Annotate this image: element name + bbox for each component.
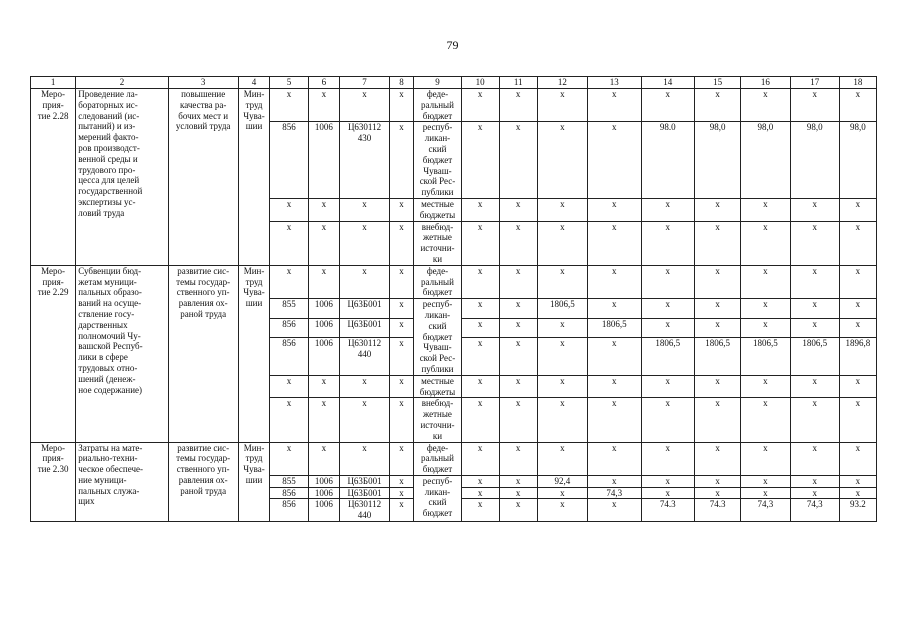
value-cell: x	[839, 475, 876, 487]
value-cell: 856	[270, 487, 308, 499]
executor-cell: Мин- труд Чува- шии	[238, 265, 270, 442]
column-number-cell: 5	[270, 77, 308, 89]
value-cell: x	[461, 265, 499, 298]
value-cell: 98,0	[694, 122, 740, 199]
value-cell: x	[741, 221, 790, 265]
value-cell: x	[694, 221, 740, 265]
source-cell: внебюд- жетные источни- ки	[414, 398, 461, 442]
value-cell: x	[308, 442, 340, 475]
value-cell: x	[641, 375, 694, 398]
source-cell: феде- ральный бюджет	[414, 442, 461, 475]
value-cell: x	[499, 338, 537, 375]
value-cell: 98,0	[741, 122, 790, 199]
column-number-cell: 7	[340, 77, 389, 89]
value-cell: 856	[270, 338, 308, 375]
column-number-cell: 12	[537, 77, 587, 89]
value-cell: x	[588, 338, 641, 375]
value-cell: x	[270, 198, 308, 221]
value-cell: x	[499, 442, 537, 475]
value-cell: x	[694, 398, 740, 442]
value-cell: x	[499, 475, 537, 487]
value-cell: x	[499, 299, 537, 319]
source-cell: респуб- ликан- ский бюджет Чуваш- ской Рес- публики	[414, 299, 461, 376]
column-number-cell: 4	[238, 77, 270, 89]
value-cell: x	[839, 487, 876, 499]
column-number-cell: 16	[741, 77, 790, 89]
value-cell: x	[694, 375, 740, 398]
measure-goal-cell: развитие сис- темы государ- ственного уп- равления ох- раной труда	[168, 265, 238, 442]
value-cell: x	[741, 442, 790, 475]
value-cell: x	[790, 221, 839, 265]
value-cell: x	[790, 442, 839, 475]
column-number-cell: 17	[790, 77, 839, 89]
value-cell: x	[389, 299, 414, 319]
value-cell: x	[461, 198, 499, 221]
value-cell: 93.2	[839, 499, 876, 522]
value-cell: x	[461, 299, 499, 319]
value-cell: 855	[270, 475, 308, 487]
value-cell: x	[641, 318, 694, 338]
value-cell: x	[461, 122, 499, 199]
column-number-cell: 6	[308, 77, 340, 89]
value-cell: x	[389, 221, 414, 265]
value-cell: x	[499, 265, 537, 298]
value-cell: x	[588, 398, 641, 442]
value-cell: x	[389, 475, 414, 487]
value-cell: x	[588, 221, 641, 265]
value-cell: x	[461, 89, 499, 122]
value-cell: x	[340, 442, 389, 475]
column-number-cell: 13	[588, 77, 641, 89]
value-cell: x	[741, 375, 790, 398]
value-cell: x	[790, 398, 839, 442]
value-cell: x	[588, 198, 641, 221]
value-cell: x	[588, 89, 641, 122]
value-cell: x	[308, 398, 340, 442]
value-cell: x	[790, 475, 839, 487]
value-cell: x	[461, 375, 499, 398]
value-cell: x	[641, 221, 694, 265]
column-number-cell: 2	[76, 77, 169, 89]
value-cell: x	[308, 221, 340, 265]
value-cell: x	[461, 398, 499, 442]
value-cell: x	[694, 318, 740, 338]
value-cell: 1806,5	[694, 338, 740, 375]
value-cell: x	[308, 198, 340, 221]
value-cell: x	[741, 398, 790, 442]
value-cell: x	[537, 89, 587, 122]
value-cell: x	[839, 398, 876, 442]
measure-name-cell: Затраты на мате- риально-техни- ческое обеспече- ние муници- пальных служа- щих	[76, 442, 169, 522]
value-cell: x	[537, 122, 587, 199]
source-cell: феде- ральный бюджет	[414, 265, 461, 298]
value-cell: x	[790, 89, 839, 122]
value-cell: x	[389, 338, 414, 375]
value-cell: x	[270, 442, 308, 475]
value-cell: x	[340, 375, 389, 398]
source-cell: респуб- ликан- ский бюджет	[414, 475, 461, 521]
value-cell: x	[641, 89, 694, 122]
value-cell: 1006	[308, 318, 340, 338]
value-cell: x	[461, 318, 499, 338]
value-cell: x	[694, 89, 740, 122]
value-cell: Ц630112 430	[340, 122, 389, 199]
value-cell: x	[839, 221, 876, 265]
value-cell: x	[694, 487, 740, 499]
value-cell: x	[537, 318, 587, 338]
column-number-cell: 8	[389, 77, 414, 89]
value-cell: x	[389, 398, 414, 442]
value-cell: x	[270, 265, 308, 298]
value-cell: x	[790, 265, 839, 298]
value-cell: x	[340, 265, 389, 298]
value-cell: 856	[270, 499, 308, 522]
value-cell: x	[790, 487, 839, 499]
value-cell: x	[741, 89, 790, 122]
value-cell: x	[790, 375, 839, 398]
value-cell: x	[694, 299, 740, 319]
value-cell: 74,3	[588, 487, 641, 499]
executor-cell: Мин- труд Чува- шии	[238, 442, 270, 522]
value-cell: 74.3	[641, 499, 694, 522]
value-cell: x	[839, 375, 876, 398]
column-number-cell: 18	[839, 77, 876, 89]
value-cell: x	[499, 122, 537, 199]
column-number-cell: 9	[414, 77, 461, 89]
value-cell: x	[340, 221, 389, 265]
column-number-cell: 15	[694, 77, 740, 89]
column-number-cell: 3	[168, 77, 238, 89]
value-cell: 1806,5	[741, 338, 790, 375]
value-cell: x	[389, 122, 414, 199]
value-cell: x	[839, 318, 876, 338]
value-cell: x	[389, 442, 414, 475]
value-cell: 1806,5	[641, 338, 694, 375]
value-cell: 1006	[308, 338, 340, 375]
value-cell: x	[741, 318, 790, 338]
value-cell: x	[340, 89, 389, 122]
value-cell: x	[641, 442, 694, 475]
value-cell: x	[537, 442, 587, 475]
value-cell: x	[588, 442, 641, 475]
measure-number-cell: Меро- прия- тие 2.28	[31, 89, 76, 266]
source-cell: внебюд- жетные источни- ки	[414, 221, 461, 265]
budget-table	[30, 76, 877, 522]
value-cell: x	[694, 442, 740, 475]
value-cell: x	[641, 265, 694, 298]
value-cell: x	[270, 375, 308, 398]
value-cell: x	[537, 338, 587, 375]
value-cell: 74,3	[790, 499, 839, 522]
value-cell: x	[741, 265, 790, 298]
value-cell: x	[839, 299, 876, 319]
value-cell: x	[499, 398, 537, 442]
column-number-cell: 11	[499, 77, 537, 89]
value-cell: x	[641, 487, 694, 499]
value-cell: 1806,5	[790, 338, 839, 375]
value-cell: 74.3	[694, 499, 740, 522]
value-cell: 92,4	[537, 475, 587, 487]
value-cell: 1006	[308, 487, 340, 499]
measure-name-cell: Субвенции бюд- жетам муници- пальных образо- ваний на осуще- ствление госу- дарственных полномочий Чу- вашской Респуб- лики в сфере трудовых отно- шений (денеж- ное содержание)	[76, 265, 169, 442]
value-cell: x	[839, 89, 876, 122]
value-cell: x	[389, 198, 414, 221]
value-cell: x	[741, 487, 790, 499]
value-cell: x	[499, 318, 537, 338]
source-cell: феде- ральный бюджет	[414, 89, 461, 122]
value-cell: Ц630112 440	[340, 338, 389, 375]
value-cell: x	[537, 265, 587, 298]
value-cell: x	[694, 475, 740, 487]
value-cell: x	[537, 499, 587, 522]
source-cell: местные бюджеты	[414, 198, 461, 221]
value-cell: x	[641, 475, 694, 487]
column-number-cell: 14	[641, 77, 694, 89]
value-cell: x	[308, 265, 340, 298]
value-cell: x	[537, 221, 587, 265]
value-cell: 74,3	[741, 499, 790, 522]
value-cell: 855	[270, 299, 308, 319]
table-row	[31, 77, 877, 89]
value-cell: x	[340, 198, 389, 221]
value-cell: x	[308, 375, 340, 398]
value-cell: x	[461, 487, 499, 499]
value-cell: 1806,5	[588, 318, 641, 338]
value-cell: x	[588, 375, 641, 398]
value-cell: x	[308, 89, 340, 122]
measure-goal-cell: повышение качества ра- бочих мест и условий труда	[168, 89, 238, 266]
value-cell: 856	[270, 318, 308, 338]
value-cell: 1806,5	[537, 299, 587, 319]
value-cell: x	[537, 375, 587, 398]
measure-number-cell: Меро- прия- тие 2.30	[31, 442, 76, 522]
table-row	[31, 265, 877, 298]
value-cell: x	[839, 442, 876, 475]
value-cell: x	[270, 89, 308, 122]
value-cell: Ц63Б001	[340, 318, 389, 338]
value-cell: x	[499, 89, 537, 122]
value-cell: 1006	[308, 122, 340, 199]
value-cell: x	[499, 487, 537, 499]
value-cell: Ц63Б001	[340, 475, 389, 487]
value-cell: x	[389, 487, 414, 499]
value-cell: x	[461, 338, 499, 375]
value-cell: 1006	[308, 499, 340, 522]
value-cell: x	[588, 299, 641, 319]
value-cell: x	[499, 375, 537, 398]
value-cell: x	[389, 318, 414, 338]
value-cell: x	[839, 265, 876, 298]
value-cell: x	[741, 475, 790, 487]
value-cell: x	[537, 487, 587, 499]
source-cell: местные бюджеты	[414, 375, 461, 398]
value-cell: x	[389, 499, 414, 522]
value-cell: x	[839, 198, 876, 221]
value-cell: x	[588, 499, 641, 522]
value-cell: 98,0	[839, 122, 876, 199]
value-cell: x	[340, 398, 389, 442]
value-cell: x	[537, 398, 587, 442]
value-cell: x	[461, 442, 499, 475]
column-number-cell: 1	[31, 77, 76, 89]
value-cell: x	[790, 318, 839, 338]
value-cell: x	[694, 265, 740, 298]
value-cell: x	[641, 398, 694, 442]
measure-number-cell: Меро- прия- тие 2.29	[31, 265, 76, 442]
value-cell: x	[790, 299, 839, 319]
value-cell: 98.0	[641, 122, 694, 199]
source-cell: респуб- ликан- ский бюджет Чуваш- ской Рес- публики	[414, 122, 461, 199]
value-cell: x	[588, 265, 641, 298]
value-cell: x	[588, 122, 641, 199]
value-cell: x	[389, 375, 414, 398]
value-cell: Ц63Б001	[340, 299, 389, 319]
value-cell: 856	[270, 122, 308, 199]
measure-goal-cell: развитие сис- темы государ- ственного уп- равления ох- раной труда	[168, 442, 238, 522]
value-cell: x	[790, 198, 839, 221]
value-cell: x	[641, 299, 694, 319]
value-cell: x	[741, 198, 790, 221]
measure-name-cell: Проведение ла- бораторных ис- следований (ис- пытаний) и из- мерений факто- ров производст- венной среды и трудового про- цесса для целей государственной экспертизы ус- ловий труда	[76, 89, 169, 266]
value-cell: Ц630112 440	[340, 499, 389, 522]
table-row	[31, 89, 877, 122]
value-cell: x	[499, 198, 537, 221]
value-cell: x	[741, 299, 790, 319]
value-cell: x	[537, 198, 587, 221]
value-cell: Ц63Б001	[340, 487, 389, 499]
value-cell: x	[641, 198, 694, 221]
column-number-cell: 10	[461, 77, 499, 89]
value-cell: 98,0	[790, 122, 839, 199]
executor-cell: Мин- труд Чува- шии	[238, 89, 270, 266]
value-cell: x	[389, 265, 414, 298]
value-cell: x	[588, 475, 641, 487]
value-cell: 1006	[308, 299, 340, 319]
value-cell: x	[499, 499, 537, 522]
value-cell: x	[270, 221, 308, 265]
page-number: 79	[446, 38, 459, 52]
value-cell: x	[694, 198, 740, 221]
value-cell: 1896,8	[839, 338, 876, 375]
table-row	[31, 442, 877, 475]
value-cell: x	[461, 475, 499, 487]
value-cell: x	[461, 499, 499, 522]
value-cell: x	[389, 89, 414, 122]
value-cell: x	[461, 221, 499, 265]
value-cell: x	[499, 221, 537, 265]
value-cell: x	[270, 398, 308, 442]
value-cell: 1006	[308, 475, 340, 487]
